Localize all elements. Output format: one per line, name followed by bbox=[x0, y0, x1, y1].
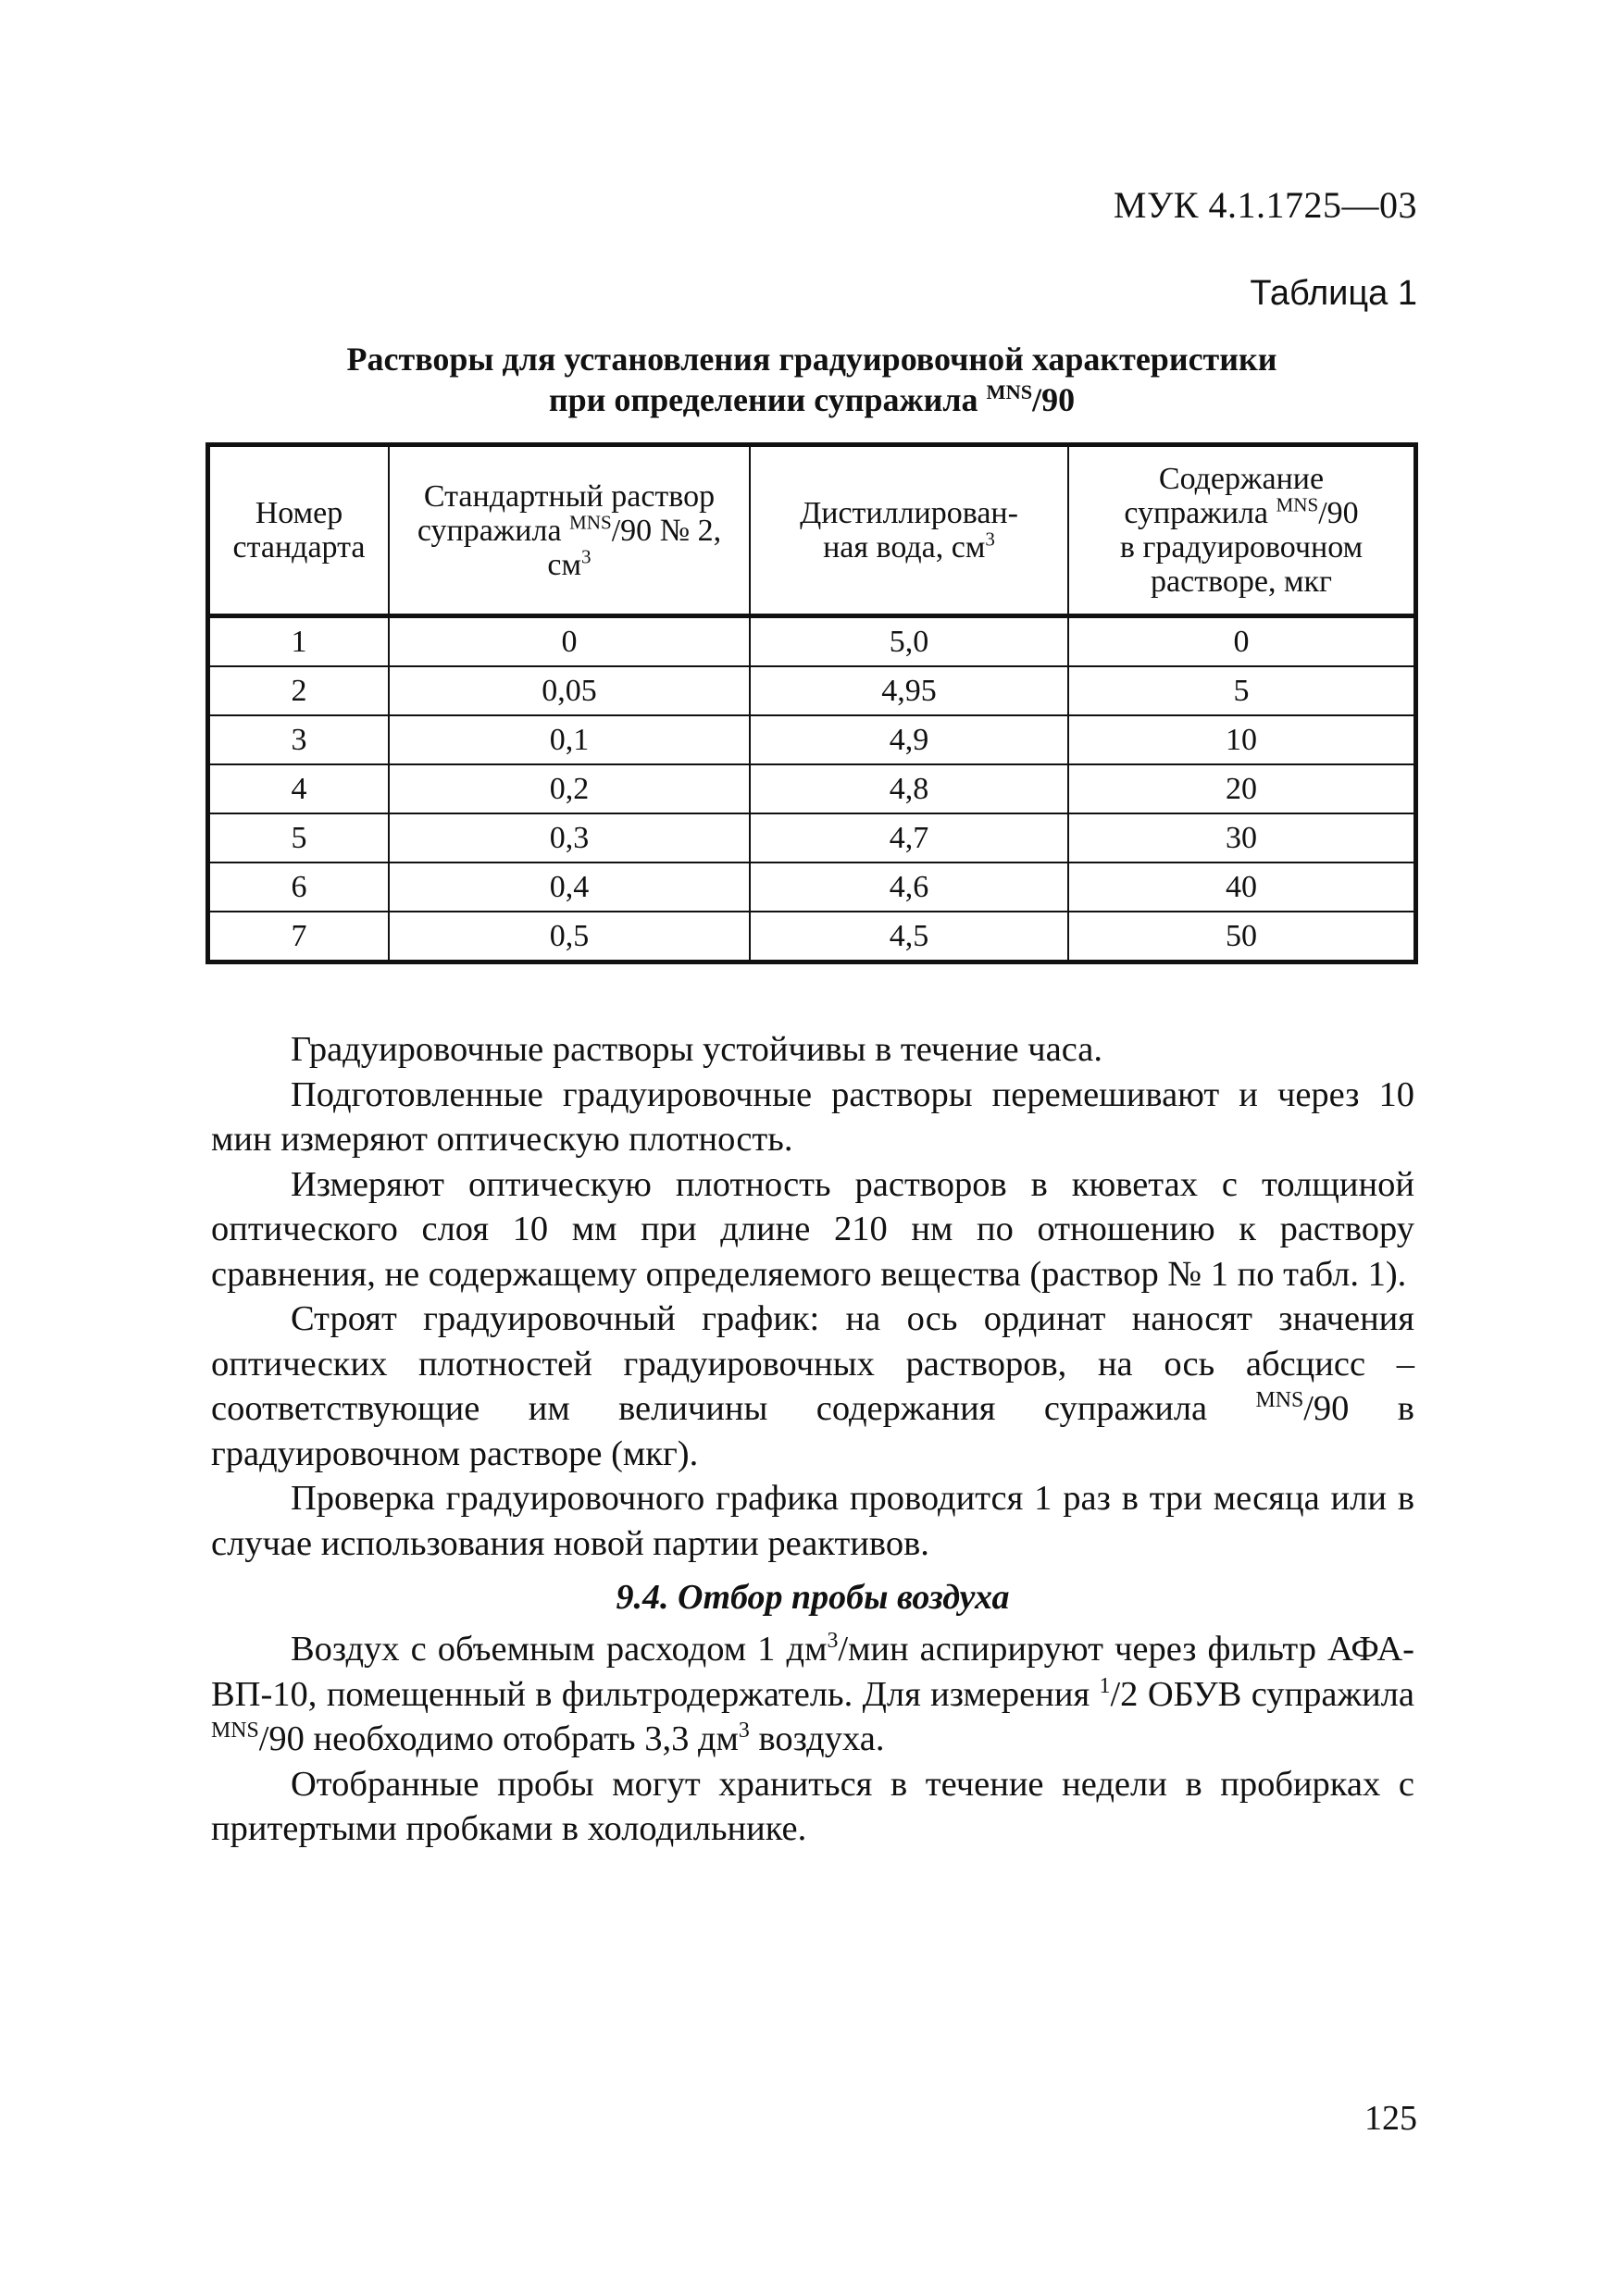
table-cell: 0,1 bbox=[389, 715, 750, 764]
table-row bbox=[208, 616, 1416, 667]
paragraph: Градуировочные растворы устойчивы в течение часа. bbox=[291, 1030, 1102, 1069]
table-row bbox=[208, 764, 1416, 813]
header-standard-number: Номер стандарта bbox=[208, 445, 390, 616]
header-distilled-water: Дистиллирован- ная вода, $см^3$ bbox=[750, 445, 1068, 616]
document-code: МУК 4.1.1725—03 bbox=[1113, 184, 1417, 226]
table-row bbox=[208, 813, 1416, 863]
table-cell: 20 bbox=[1068, 764, 1416, 813]
table-row bbox=[208, 912, 1416, 962]
table-header-row bbox=[208, 445, 1416, 616]
table-cell: 4 bbox=[208, 764, 390, 813]
paragraph: Проверка градуировочного графика проводится 1 раз в три месяца или в случае использования новой партии реактивов. bbox=[211, 1479, 1414, 1563]
header-content: Содержание супражила $^{MNS}$/90 в градуировочном растворе, мкг bbox=[1068, 445, 1416, 616]
table-cell: 1 bbox=[208, 616, 390, 667]
table-label: Таблица 1 bbox=[1250, 274, 1417, 313]
subscript-fraction: /90 bbox=[1032, 381, 1076, 418]
header-standard-solution: Стандартный раствор супражила $^{MNS}$/90 № 2, $см^3$ bbox=[389, 445, 750, 616]
table-cell: 0,5 bbox=[389, 912, 750, 962]
page-number: 125 bbox=[1364, 2099, 1417, 2138]
table-cell: 40 bbox=[1068, 863, 1416, 912]
table-cell: 0,3 bbox=[389, 813, 750, 863]
table-cell: 0,05 bbox=[389, 666, 750, 715]
table-cell: 4,8 bbox=[750, 764, 1068, 813]
table-row bbox=[208, 863, 1416, 912]
table-cell: 0,4 bbox=[389, 863, 750, 912]
table-cell: 5,0 bbox=[750, 616, 1068, 667]
calibration-table bbox=[205, 442, 1418, 964]
paragraph: Воздух с объемным расходом 1 $дм^3$/мин аспирируют через фильтр АФА-ВП-10, помещенный в фильтродержатель. Для измерения $^1$/2 ОБУВ супражила $^{MNS}$/90 необходимо отобрать 3,3 $дм^3$ воздуха. bbox=[211, 1629, 1414, 1758]
table-cell: 30 bbox=[1068, 813, 1416, 863]
table-cell: 50 bbox=[1068, 912, 1416, 962]
paragraph: Отобранные пробы могут храниться в течение недели в пробирках с притертыми пробками в холодильнике. bbox=[211, 1764, 1414, 1848]
table-title bbox=[205, 339, 1418, 420]
table-cell: 4,9 bbox=[750, 715, 1068, 764]
table-cell: 2 bbox=[208, 666, 390, 715]
table-title-line2: при определении супражила $^{MNS}$/90 bbox=[548, 380, 1076, 418]
table-cell: 6 bbox=[208, 863, 390, 912]
table-row bbox=[208, 715, 1416, 764]
body-text bbox=[211, 1027, 1414, 1852]
table-cell: 7 bbox=[208, 912, 390, 962]
table-cell: 0 bbox=[1068, 616, 1416, 667]
table-cell: 0,2 bbox=[389, 764, 750, 813]
superscript: MNS bbox=[986, 380, 1033, 403]
paragraph: Строят градуировочный график: на ось ординат наносят значения оптических плотностей градуировочных растворов, на ось абсцисс – соответствующие им величины содержания супражила $^{MNS}$/90 в градуировочном растворе (мкг). bbox=[211, 1299, 1414, 1473]
table-cell: 10 bbox=[1068, 715, 1416, 764]
paragraph: Измеряют оптическую плотность растворов в кюветах с толщиной оптического слоя 10 мм при длине 210 нм по отношению к раствору сравнения, не содержащему определяемого вещества (раствор № 1 по табл. 1). bbox=[211, 1164, 1414, 1294]
table-row bbox=[208, 666, 1416, 715]
table-cell: 4,95 bbox=[750, 666, 1068, 715]
table-cell: 5 bbox=[208, 813, 390, 863]
table-cell: 4,6 bbox=[750, 863, 1068, 912]
table-cell: 5 bbox=[1068, 666, 1416, 715]
table-cell: 4,7 bbox=[750, 813, 1068, 863]
table-cell: 3 bbox=[208, 715, 390, 764]
table-title-line1: Растворы для установления градуировочной характеристики bbox=[346, 341, 1277, 378]
paragraph: Подготовленные градуировочные растворы перемешивают и через 10 мин измеряют оптическую плотность. bbox=[211, 1074, 1414, 1159]
table-cell: 0 bbox=[389, 616, 750, 667]
table-cell: 4,5 bbox=[750, 912, 1068, 962]
section-heading: 9.4. Отбор пробы воздуха bbox=[616, 1578, 1010, 1617]
